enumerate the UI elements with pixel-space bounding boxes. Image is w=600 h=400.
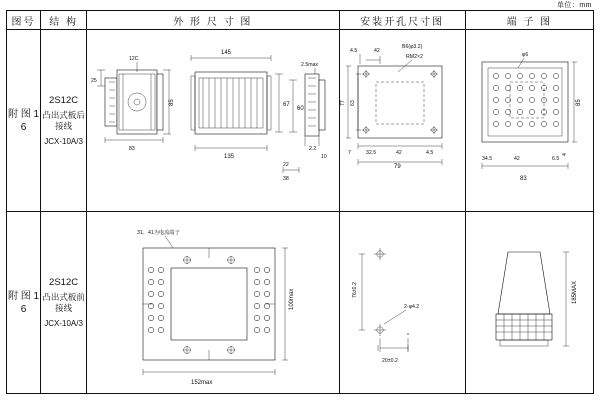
row1-terminal-drawing [465, 30, 593, 212]
row1-code: JCX-10A/3 [44, 136, 83, 146]
svg-text:2.2: 2.2 [309, 146, 317, 152]
svg-text:2.5max: 2.5max [301, 62, 319, 68]
header-outline-dimension: 外 形 尺 寸 图 [87, 11, 339, 30]
svg-text:60: 60 [297, 106, 304, 112]
header-terminal: 端 子 图 [465, 11, 593, 30]
row1-desc: 凸出式板后接线 [42, 109, 85, 131]
svg-text:32.5: 32.5 [365, 150, 376, 156]
svg-text:RM2×2: RM2×2 [405, 54, 423, 60]
row2-code: JCX-10A/3 [44, 318, 83, 328]
row2-note: 31、41为电流端子 [137, 230, 180, 236]
svg-text:83: 83 [129, 146, 135, 152]
svg-text:42: 42 [513, 156, 520, 162]
header-structure: 结 构 [41, 11, 87, 30]
table-row [7, 30, 594, 212]
svg-text:2-φ4.2: 2-φ4.2 [403, 304, 419, 310]
row2-outline-drawing [87, 212, 339, 394]
svg-text:10: 10 [321, 154, 327, 160]
svg-text:34.5: 34.5 [481, 156, 492, 162]
svg-text:77: 77 [339, 100, 346, 106]
svg-text:76±0.2: 76±0.2 [351, 282, 358, 298]
header-fig-no: 图号 [7, 11, 41, 30]
header-mounting-hole: 安装开孔尺寸图 [339, 11, 465, 30]
svg-text:152max: 152max [191, 380, 213, 386]
table-row [7, 212, 594, 394]
svg-text:100max: 100max [289, 288, 296, 310]
row2-fig-no: 附 图 1 6 [7, 212, 41, 394]
svg-text:20±0.2: 20±0.2 [381, 358, 398, 364]
row1-structure [41, 30, 87, 212]
svg-text:25: 25 [91, 78, 97, 84]
svg-text:79: 79 [393, 164, 401, 170]
unit-note: 单位：mm [556, 2, 592, 9]
svg-text:185MAX: 185MAX [571, 280, 578, 304]
svg-text:67: 67 [283, 102, 290, 108]
svg-text:22: 22 [283, 162, 289, 168]
row1-outline-drawing [87, 30, 339, 212]
svg-text:12C: 12C [129, 56, 139, 62]
svg-text:4.5: 4.5 [425, 150, 433, 156]
row1-fig-no: 附 图 1 6 [7, 30, 41, 212]
svg-text:4.5: 4.5 [349, 48, 357, 54]
row2-mounting-drawing [339, 212, 465, 394]
table-header-row [7, 11, 594, 30]
svg-text:63: 63 [349, 100, 356, 106]
svg-text:42: 42 [395, 150, 402, 156]
row2-structure [41, 212, 87, 394]
svg-text:135: 135 [224, 154, 235, 160]
specification-table [6, 10, 594, 394]
svg-text:85: 85 [169, 99, 176, 106]
row1-model: 2S12C [49, 94, 79, 106]
svg-text:145: 145 [221, 50, 232, 56]
svg-text:85: 85 [575, 99, 582, 106]
svg-text:φ6: φ6 [521, 52, 528, 58]
svg-text:4: 4 [561, 153, 568, 156]
svg-text:B6(φ3.2): B6(φ3.2) [401, 44, 422, 50]
row1-mounting-drawing [339, 30, 465, 212]
svg-text:38: 38 [283, 176, 289, 182]
row2-model: 2S12C [49, 276, 79, 288]
row2-desc: 凸出式板前接线 [42, 291, 85, 313]
row2-terminal-drawing [465, 212, 593, 394]
svg-text:83: 83 [519, 176, 527, 182]
svg-text:42: 42 [373, 48, 380, 54]
svg-text:6.5: 6.5 [551, 156, 559, 162]
svg-text:7: 7 [347, 150, 351, 156]
